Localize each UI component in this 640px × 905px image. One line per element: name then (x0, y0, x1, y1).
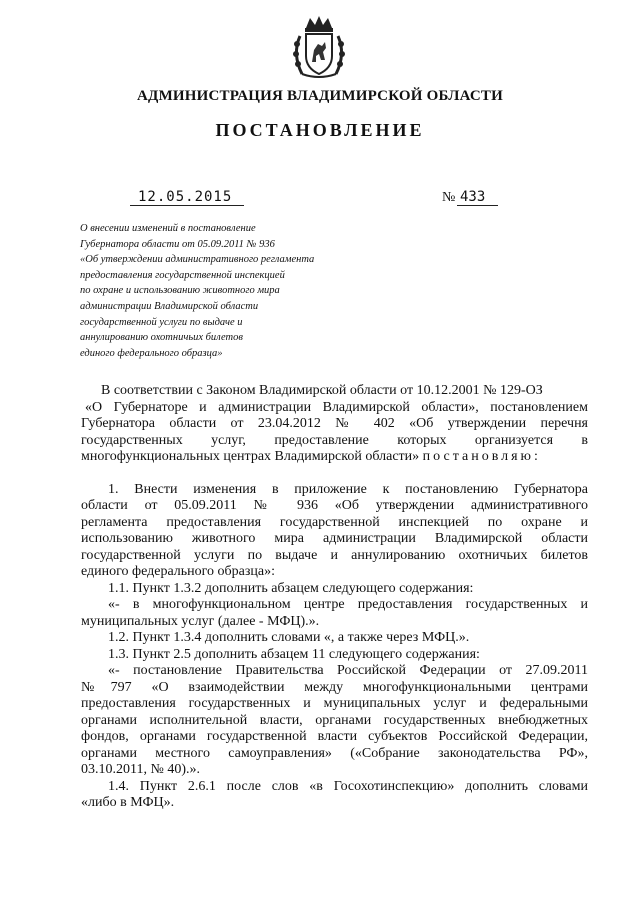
subject-block (80, 221, 380, 361)
preamble-line (81, 449, 588, 466)
organization-name: АДМИНИСТРАЦИЯ ВЛАДИМИРСКОЙ ОБЛАСТИ (137, 88, 503, 104)
subject-line: по охране и использованию животного мира (80, 285, 280, 297)
preamble-line: государственных услуг, предоставление которых организуется в (81, 432, 588, 448)
item-1-4-line: «либо в МФЦ». (81, 795, 175, 810)
subject-line: О внесении изменений в постановление (80, 223, 256, 234)
item-1-line: 1. Внести изменения в приложение к постановлению Губернатора (108, 481, 588, 497)
document-type: ПОСТАНОВЛЕНИЕ (215, 120, 425, 140)
item-1-3-quote-line: «- постановление Правительства Российской Федерации от 27.09.2011 (108, 663, 588, 678)
number-label: № (442, 190, 456, 205)
preamble-line: «О Губернаторе и администрации Владимирской области», постановлением (85, 399, 588, 415)
subject-line: государственной услуги по выдаче и (80, 316, 243, 328)
item-1-2: 1.2. Пункт 1.3.4 дополнить словами «, а также через МФЦ.». (108, 630, 470, 645)
preamble-line: В соответствии с Законом Владимирской области от 10.12.2001 № 129-ОЗ (101, 383, 543, 398)
subject-line: аннулированию охотничьих билетов (80, 332, 243, 344)
item-1-3-quote-line: предоставления государственных и муниципальных услуг и федеральными (81, 696, 588, 711)
document-number: 433 (457, 189, 498, 206)
item-1-3-quote-line: №797 «О взаимодействии между многофункциональными центрами (81, 679, 588, 695)
document-date: 12.05.2015 (130, 189, 244, 206)
item-1-line: единого федерального образца»: (81, 564, 276, 579)
preamble-last-text: многофункциональных центрах Владимирской области» (81, 449, 420, 464)
item-1-3: 1.3. Пункт 2.5 дополнить абзацем 11 следующего содержания: (108, 646, 480, 662)
item-1-line: использованию животного мира администрации Владимирской области (81, 531, 588, 546)
item-1-3-quote-line: органами исполнительной власти, органами государственных внебюджетных (81, 712, 588, 728)
item-1-1: 1.1. Пункт 1.3.2 дополнить абзацем следующего содержания: (108, 580, 474, 596)
preamble-line: Губернатора области от 23.04.2012 № 402 «Об утверждении перечня (81, 416, 588, 431)
subject-line: администрации Владимирской области (80, 300, 259, 312)
document-body (81, 383, 588, 812)
item-1-line: государственной услуги по выдаче и аннулированию охотничьих билетов (81, 547, 588, 563)
item-1-3-quote-line: органами местного самоуправления» («Собрание законодательства РФ», (81, 745, 588, 761)
resolve-word: постановляю: (422, 449, 541, 464)
subject-line: «Об утверждении административного регламента (80, 254, 315, 266)
item-1-1-quote-line: муниципальных услуг (далее - МФЦ).». (81, 613, 320, 629)
subject-line: единого федерального образца» (80, 347, 223, 359)
item-1-3-quote-line: фондов, органами государственной власти субъектов Российской Федерации, (81, 729, 588, 744)
item-1-line: регламента предоставления государственной инспекцией по охране и (81, 514, 588, 530)
subject-line: Губернатора области от 05.09.2011 № 936 (80, 238, 275, 250)
item-1-1-quote-line: «- в многофункциональном центре предоставления государственных и (108, 597, 588, 612)
item-1-3-quote-line: 03.10.2011, № 40).». (81, 762, 200, 777)
item-1-line: области от 05.09.2011 № 936 «Об утверждении административного (81, 498, 588, 513)
subject-line: предоставления государственной инспекцией (80, 269, 285, 281)
item-1-4-line: 1.4. Пункт 2.6.1 после слов «в Госохотинспекцию» дополнить словами (108, 778, 588, 794)
coat-of-arms-icon (288, 14, 350, 80)
